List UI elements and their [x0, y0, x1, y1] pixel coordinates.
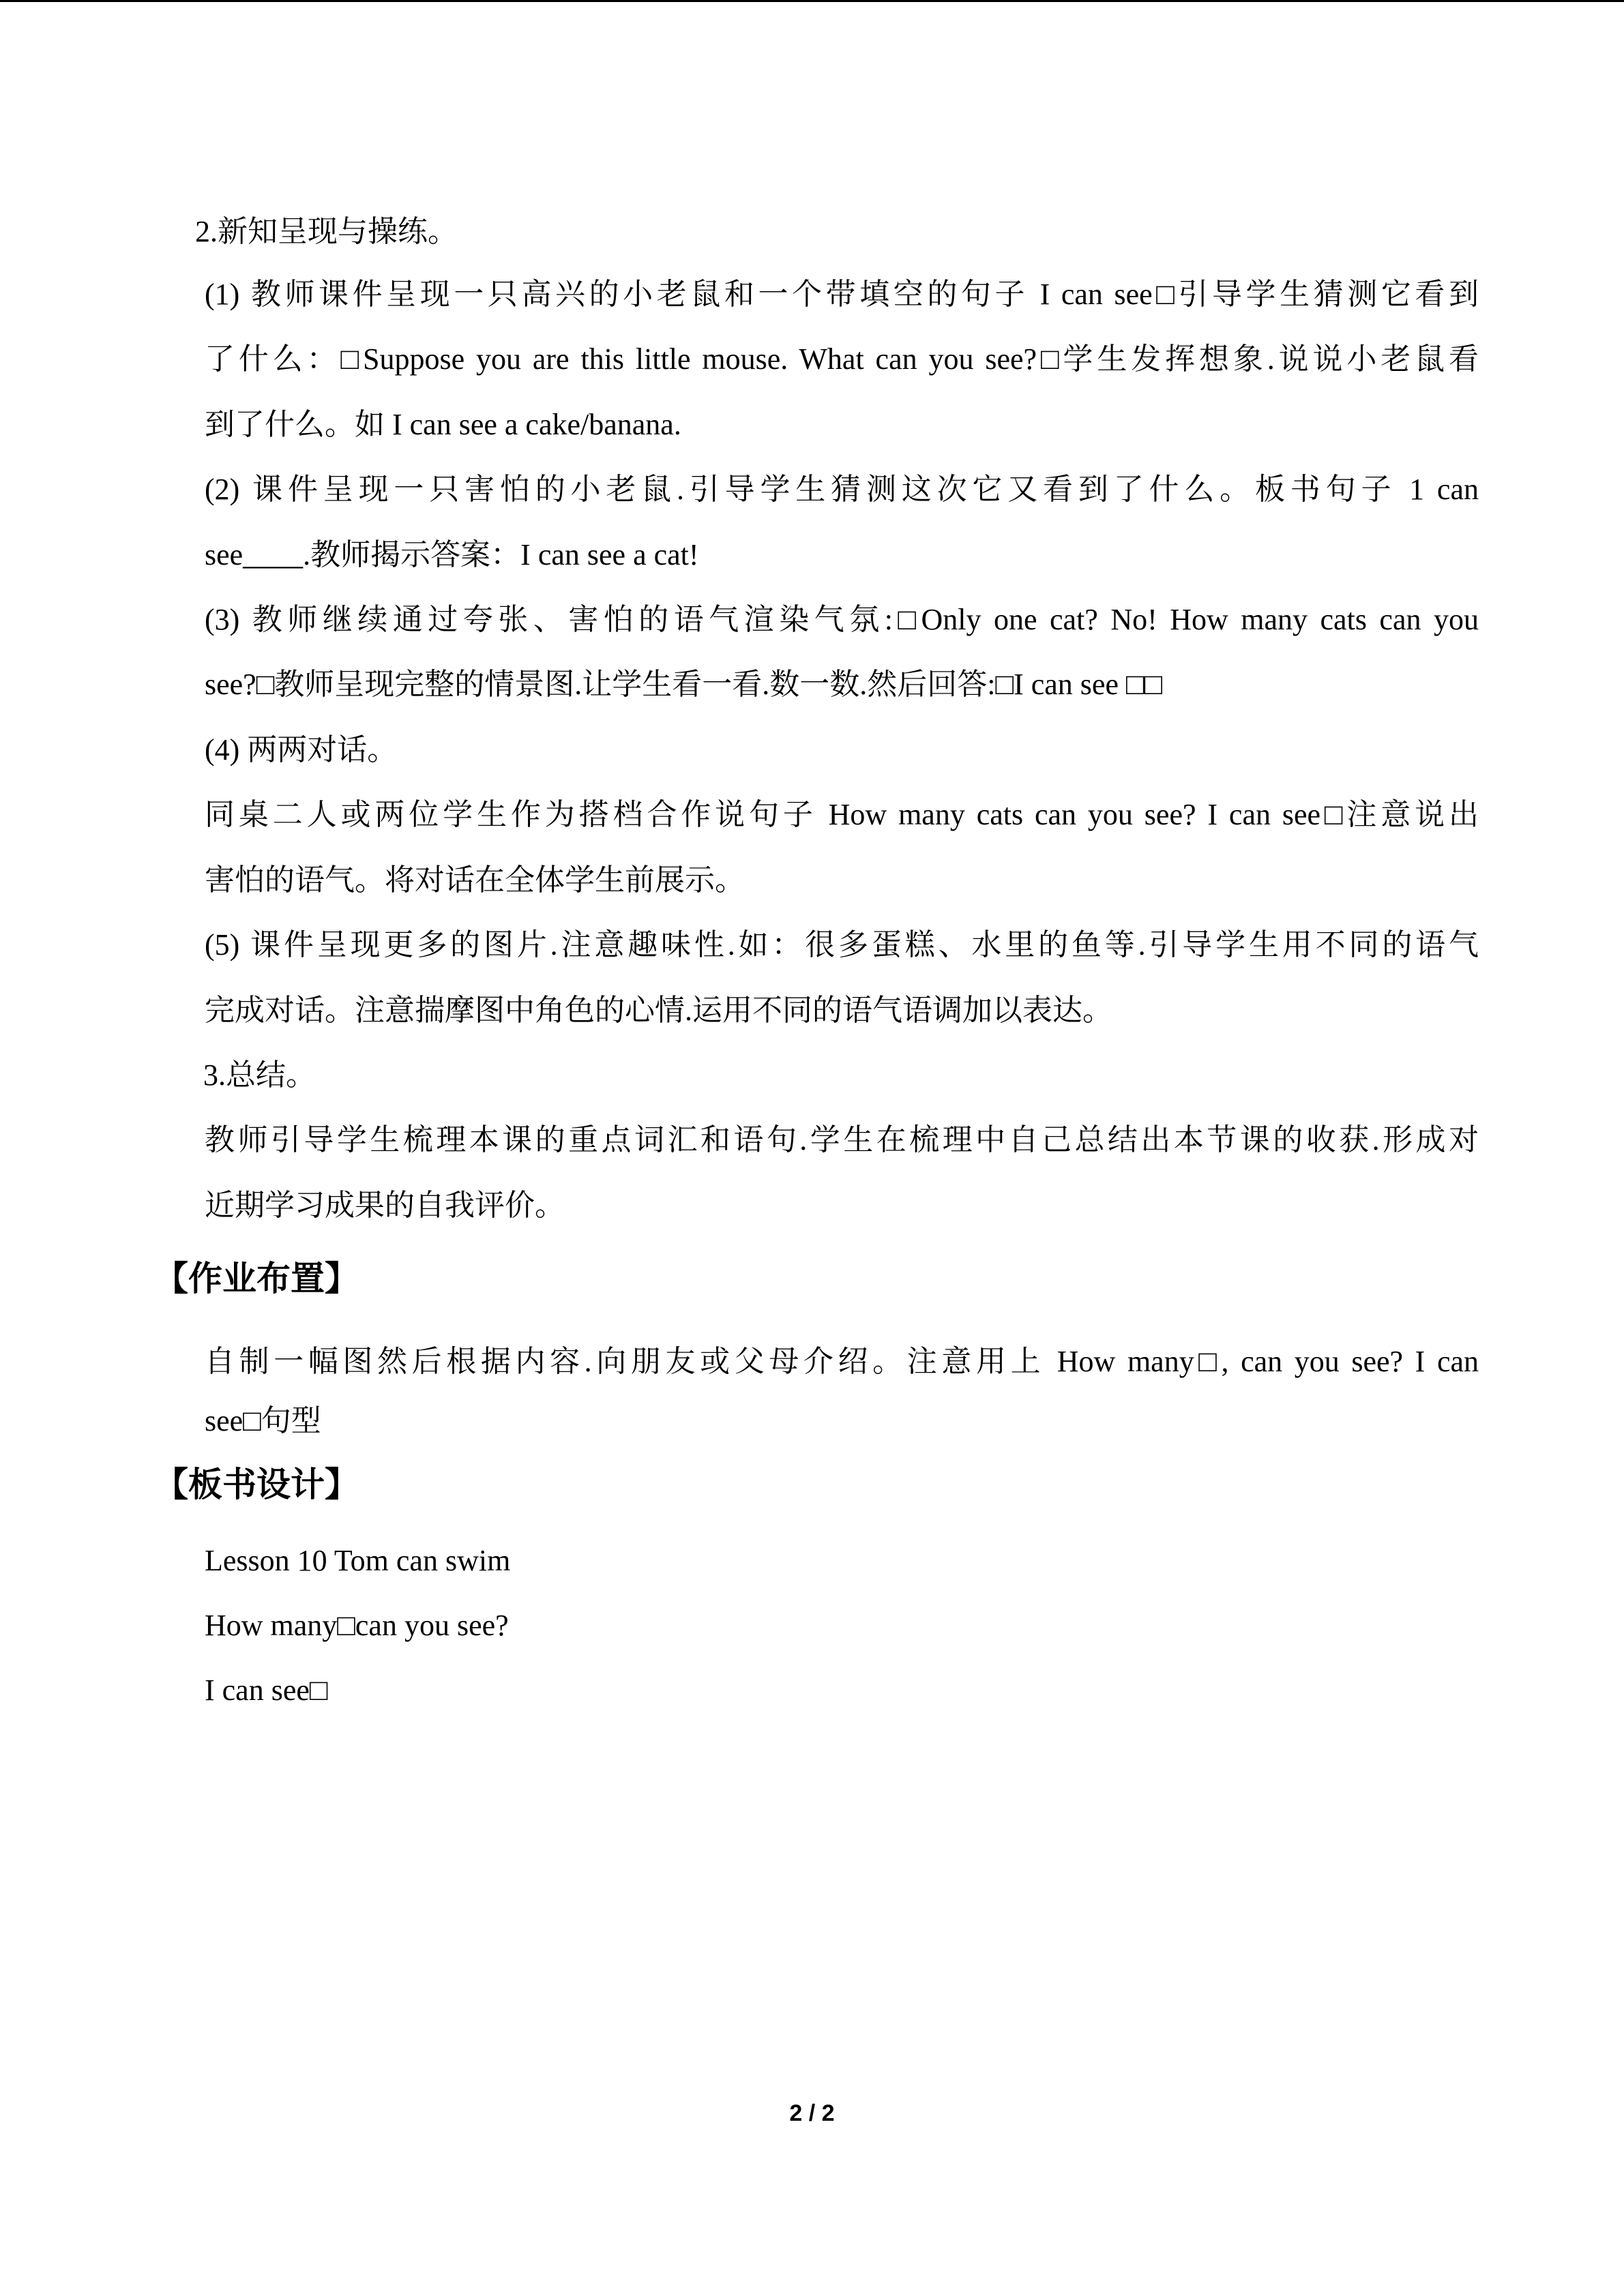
board-line: Lesson 10 Tom can swim — [205, 1544, 511, 1577]
text-line: 了什么：□Suppose you are this little mouse. What can you see?□学生发挥想象.说说小老鼠看 — [205, 342, 1479, 376]
section-new-knowledge: 2.新知呈现与操练。 — [195, 215, 458, 248]
homework-line: 自制一幅图然后根据内容.向朋友或父母介绍。注意用上 How many□, can you see? I can — [205, 1345, 1479, 1378]
text-line: (5) 课件呈现更多的图片.注意趣味性.如：很多蛋糕、水里的鱼等.引导学生用不同的语气 — [205, 928, 1479, 961]
board-line: How many□can you see? — [205, 1609, 509, 1642]
section-summary: 3.总结。 — [203, 1058, 316, 1092]
homework-heading: 【作业布置】 — [154, 1259, 359, 1298]
text-line: 害怕的语气。将对话在全体学生前展示。 — [205, 863, 745, 897]
board-line: I can see□ — [205, 1673, 328, 1707]
text-line: see____.教师揭示答案：I can see a cat! — [205, 538, 699, 571]
page-number: 2 / 2 — [789, 2100, 835, 2126]
board-design-heading: 【板书设计】 — [154, 1465, 359, 1504]
text-line: (3) 教师继续通过夸张、害怕的语气渲染气氛:□Only one cat? No! How many cats can you — [205, 603, 1479, 636]
page-top-border — [0, 0, 1624, 2]
text-line: (1) 教师课件呈现一只高兴的小老鼠和一个带填空的句子 I can see□引导学生猜测它看到 — [205, 278, 1479, 311]
text-line: see?□教师呈现完整的情景图.让学生看一看.数一数.然后回答:□I can see □□ — [205, 668, 1163, 701]
text-line: 同桌二人或两位学生作为搭档合作说句子 How many cats can you see? I can see□注意说出 — [205, 798, 1479, 831]
text-line: 近期学习成果的自我评价。 — [205, 1189, 565, 1222]
text-line: 教师引导学生梳理本课的重点词汇和语句.学生在梳理中自己总结出本节课的收获.形成对 — [205, 1123, 1479, 1157]
text-line: (2) 课件呈现一只害怕的小老鼠.引导学生猜测这次它又看到了什么。板书句子 1 can — [205, 473, 1479, 506]
text-line: 完成对话。注意揣摩图中角色的心情.运用不同的语气语调加以表达。 — [205, 994, 1112, 1027]
text-line: (4) 两两对话。 — [205, 733, 398, 766]
text-line: 到了什么。如 I can see a cake/banana. — [205, 408, 681, 441]
homework-line: see□句型 — [205, 1404, 321, 1437]
